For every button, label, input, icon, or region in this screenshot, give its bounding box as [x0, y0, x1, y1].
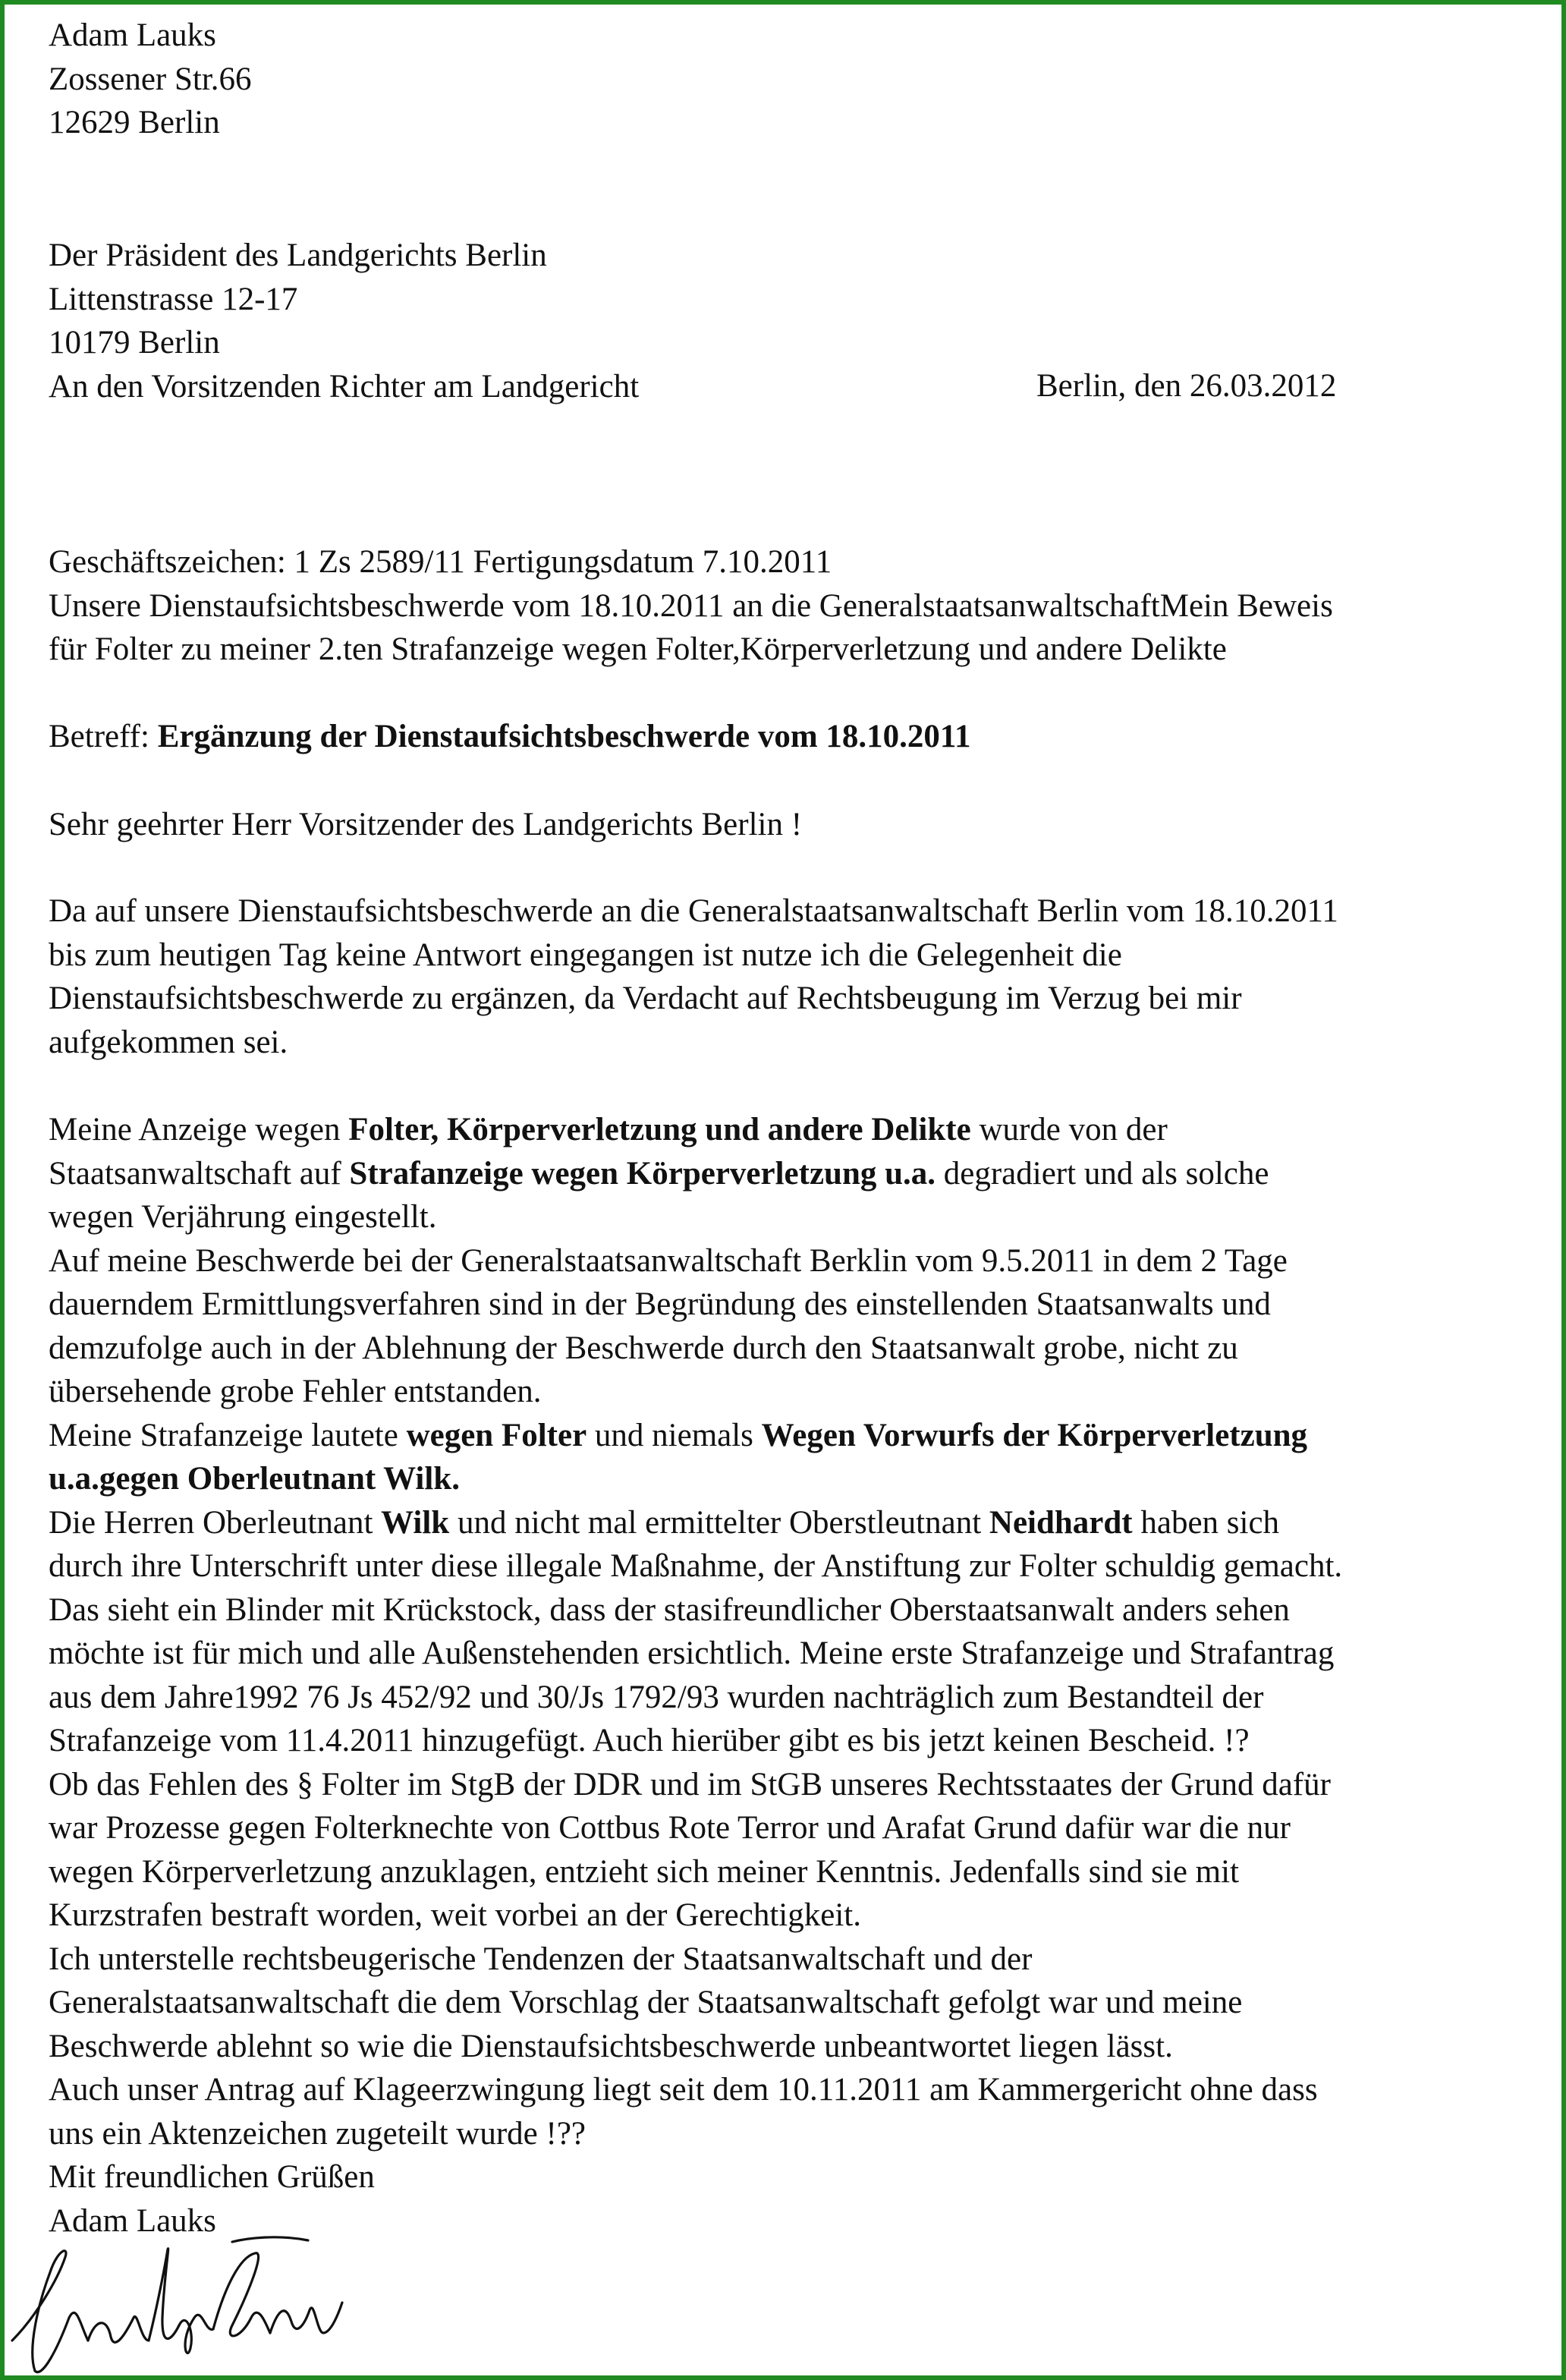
closing-text: Mit freundlichen Grüßen [49, 2159, 375, 2195]
text-line: wegen Körperverletzung anzuklagen, entzieht sich meiner Kenntnis. Jedenfalls sind sie mit [49, 1853, 1239, 1890]
text-line: möchte ist für mich und alle Außenstehenden ersichtlich. Meine erste Strafanzeige und Strafantrag [49, 1635, 1335, 1671]
sender-street: Zossener Str.66 [49, 61, 252, 97]
text-line: Auf meine Beschwerde bei der Generalstaatsanwaltschaft Berklin vom 9.5.2011 in dem 2 Tage [49, 1242, 1288, 1279]
text-line: bis zum heutigen Tag keine Antwort eingegangen ist nutze ich die Gelegenheit die [49, 937, 1122, 973]
text-line: dauerndem Ermittlungsverfahren sind in der Begründung des einstellenden Staatsanwalts und [49, 1286, 1271, 1322]
text-line: Die Herren Oberleutnant Wilk und nicht mal ermittelter Oberstleutnant Neidhardt haben sich [49, 1504, 1280, 1541]
paragraph-1 [49, 889, 1338, 1064]
subject-text: Ergänzung der Dienstaufsichtsbeschwerde vom 18.10.2011 [157, 719, 971, 754]
subject-line [49, 715, 971, 759]
recipient-line-1: Der Präsident des Landgerichts Berlin [49, 238, 547, 273]
text-line: demzufolge auch in der Ablehnung der Beschwerde durch den Staatsanwalt grobe, nicht zu [49, 1330, 1238, 1366]
text-line: Dienstaufsichtsbeschwerde zu ergänzen, da Verdacht auf Rechtsbeugung im Verzug bei mir [49, 981, 1242, 1016]
recipient-line-2: Littenstrasse 12-17 [49, 281, 298, 317]
text-line: Kurzstrafen bestraft worden, weit vorbei an der Gerechtigkeit. [49, 1897, 861, 1933]
recipient-line-3: 10179 Berlin [49, 325, 220, 360]
paragraph-2 [49, 1108, 1342, 2243]
salutation [49, 803, 802, 847]
sender-name: Adam Lauks [49, 17, 216, 53]
sender-city: 12629 Berlin [49, 105, 220, 140]
text-line: Ob das Fehlen des § Folter im StgB der DDR und im StGB unseres Rechtsstaates der Grund dafür [49, 1766, 1331, 1802]
recipient-address [49, 234, 639, 408]
letter-date: Berlin, den 26.03.2012 [1036, 368, 1337, 404]
text-line: Meine Anzeige wegen Folter, Körperverletzung und andere Delikte wurde von der [49, 1112, 1168, 1148]
reference-line-1: Geschäftszeichen: 1 Zs 2589/11 Fertigungsdatum 7.10.2011 [49, 544, 832, 580]
signature-name: Adam Lauks [49, 2202, 216, 2239]
text-line: aufgekommen sei. [49, 1024, 288, 1060]
subject-label: Betreff: [49, 719, 158, 754]
reference-block [49, 540, 1333, 672]
salutation-text: Sehr geehrter Herr Vorsitzender des Landgerichts Berlin ! [49, 807, 803, 842]
reference-line-2: Unsere Dienstaufsichtsbeschwerde vom 18.10.2011 an die GeneralstaatsanwaltschaftMein Beweis [49, 587, 1333, 624]
text-line: Generalstaatsanwaltschaft die dem Vorschlag der Staatsanwaltschaft gefolgt war und meine [49, 1985, 1243, 2020]
text-line: übersehende grobe Fehler entstanden. [49, 1374, 542, 1409]
sender-address [49, 14, 252, 145]
text-line: uns ein Aktenzeichen zugeteilt wurde !?? [49, 2115, 586, 2152]
reference-line-3: für Folter zu meiner 2.ten Strafanzeige wegen Folter,Körperverletzung und andere Delikte [49, 631, 1227, 667]
text-line: Beschwerde ablehnt so wie die Dienstaufsichtsbeschwerde unbeantwortet liegen lässt. [49, 2028, 1173, 2064]
text-line: aus dem Jahre1992 76 Js 452/92 und 30/Js 1792/93 wurden nachträglich zum Bestandteil der [49, 1679, 1264, 1715]
text-line: durch ihre Unterschrift unter diese illegale Maßnahme, der Anstiftung zur Folter schuldig gemacht. [49, 1548, 1343, 1584]
text-line: wegen Verjährung eingestellt. [49, 1199, 437, 1235]
text-line: Das sieht ein Blinder mit Krückstock, dass der stasifreundlicher Oberstaatsanwalt anders sehen [49, 1591, 1290, 1628]
handwritten-signature-icon [5, 2227, 369, 2378]
text-line: Meine Strafanzeige lautete wegen Folter und niemals Wegen Vorwurfs der Körperverletzung [49, 1417, 1308, 1453]
text-line: Ich unterstelle rechtsbeugerische Tendenzen der Staatsanwaltschaft und der [49, 1941, 1033, 1977]
text-line: Da auf unsere Dienstaufsichtsbeschwerde an die Generalstaatsanwaltschaft Berlin vom 18.10.2011 [49, 893, 1338, 929]
recipient-line-4: An den Vorsitzenden Richter am Landgericht [49, 368, 640, 405]
text-line: Strafanzeige vom 11.4.2011 hinzugefügt. Auch hierüber gibt es bis jetzt keinen Bescheid. !? [49, 1723, 1250, 1758]
text-line: u.a.gegen Oberleutnant Wilk. [49, 1461, 460, 1497]
text-line: Staatsanwaltschaft auf Strafanzeige wegen Körperverletzung u.a. degradiert und als solche [49, 1155, 1269, 1192]
text-line: war Prozesse gegen Folterknechte von Cottbus Rote Terror und Arafat Grund dafür war die nur [49, 1810, 1291, 1846]
text-line: Auch unser Antrag auf Klageerzwingung liegt seit dem 10.11.2011 am Kammergericht ohne dass [49, 2072, 1318, 2108]
